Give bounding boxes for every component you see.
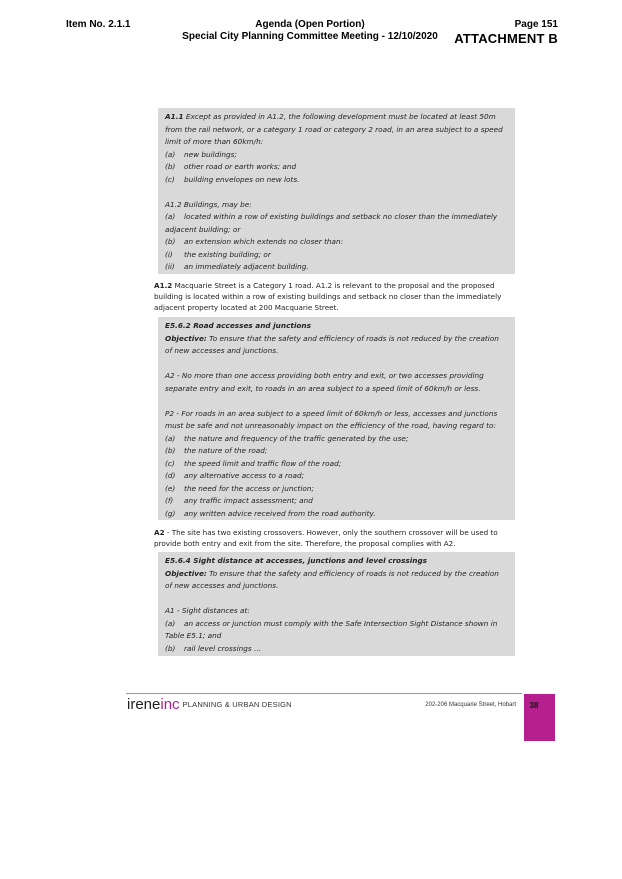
a11-line: A1.1 Except as provided in A1.2, the following development must be located at least 50m [165, 112, 496, 121]
a11-line: limit of more than 60km/h: [165, 137, 264, 146]
list-item: (a) an access or junction must comply with the Safe Intersection Sight Distance shown in [165, 618, 498, 628]
list-item: (b) rail level crossings … [165, 643, 262, 653]
footer-divider [126, 693, 522, 694]
objective-line: of new accesses and junctions. [165, 346, 279, 355]
page-number-header: Page 151 [514, 19, 558, 30]
section-heading: E5.6.2 Road accesses and junctions [165, 321, 311, 330]
objective-line: Objective: To ensure that the safety and efficiency of roads is not reduced by the creation [165, 568, 499, 578]
a11-line: from the rail network, or a category 1 road or category 2 road, in an area subject to a speed [165, 124, 503, 134]
objective-line: of new accesses and junctions. [165, 581, 279, 590]
list-item: (b) an extension which extends no closer than: [165, 237, 344, 246]
assessment-a12-paragraph [154, 280, 520, 314]
list-item: (b) other road or earth works; and [165, 162, 297, 171]
clause-a1-box [158, 108, 515, 274]
list-item: (c) building envelopes on new lots. [165, 174, 300, 184]
list-item-continued: adjacent building; or [165, 224, 241, 234]
list-item: (ii) an immediately adjacent building. [165, 262, 309, 271]
a1-heading: A1 - Sight distances at: [165, 606, 250, 615]
clause-e564-box [158, 552, 515, 656]
list-item-continued: Table E5.1; and [165, 631, 222, 640]
objective-line: Objective: To ensure that the safety and efficiency of roads is not reduced by the creation [165, 333, 499, 343]
para-line: adjacent property located at 200 Macquarie Street. [154, 303, 339, 313]
list-item: (a) the nature and frequency of the traffic generated by the use; [165, 433, 409, 443]
assessment-a2-paragraph [154, 527, 520, 549]
list-item: (a) new buildings; [165, 149, 237, 159]
footer-address: 202-206 Macquarie Street, Hobart [425, 702, 516, 708]
a12-heading: A1.2 Buildings, may be: [165, 199, 252, 209]
a2-line: A2 - No more than one access providing both entry and exit, or two accesses providing [165, 371, 484, 380]
section-heading: E5.6.4 Sight distance at accesses, junctions and level crossings [165, 556, 428, 565]
para-line: A1.2 Macquarie Street is a Category 1 road. A1.2 is relevant to the proposal and the proposed [154, 281, 495, 290]
list-item: (a) located within a row of existing buildings and setback no closer than the immediately [165, 212, 498, 221]
list-item: (e) the need for the access or junction; [165, 483, 314, 493]
clause-e562-box [158, 317, 515, 520]
company-logo: ireneinc $^{PLANNING \& URBAN DESIGN}$ [127, 696, 292, 713]
list-item: (b) the nature of the road; [165, 446, 268, 455]
agenda-header [150, 19, 470, 43]
para-line: A2 - The site has two existing crossovers. However, only the southern crossover will be used to [154, 528, 498, 537]
footer-page-number: 38 [529, 701, 539, 710]
list-item: (c) the speed limit and traffic flow of the road; [165, 458, 342, 468]
list-item: (i) the existing building; or [165, 249, 271, 259]
para-line: building is located within a row of existing buildings and setback no closer than the immediately [154, 292, 502, 302]
list-item: (f) any traffic impact assessment; and [165, 496, 313, 505]
attachment-label: ATTACHMENT B [454, 31, 558, 46]
para-line: provide both entry and exit from the site. Therefore, the proposal complies with A2. [154, 539, 456, 549]
list-item: (d) any alternative access to a road; [165, 471, 305, 480]
p2-line: must be safe and not unreasonably impact on the efficiency of the road, having regard to: [165, 421, 496, 430]
p2-line: P2 - For roads in an area subject to a speed limit of 60km/h or less, accesses and junctions [165, 408, 498, 418]
agenda-title: Agenda (Open Portion) [255, 19, 365, 30]
meeting-title: Special City Planning Committee Meeting - 12/10/2020 [182, 31, 438, 42]
list-item: (g) any written advice received from the road authority. [165, 508, 376, 518]
a2-line: separate entry and exit, to roads in an area subject to a speed limit of 60km/h or less. [165, 383, 481, 393]
item-number: Item No. 2.1.1 [66, 19, 131, 30]
